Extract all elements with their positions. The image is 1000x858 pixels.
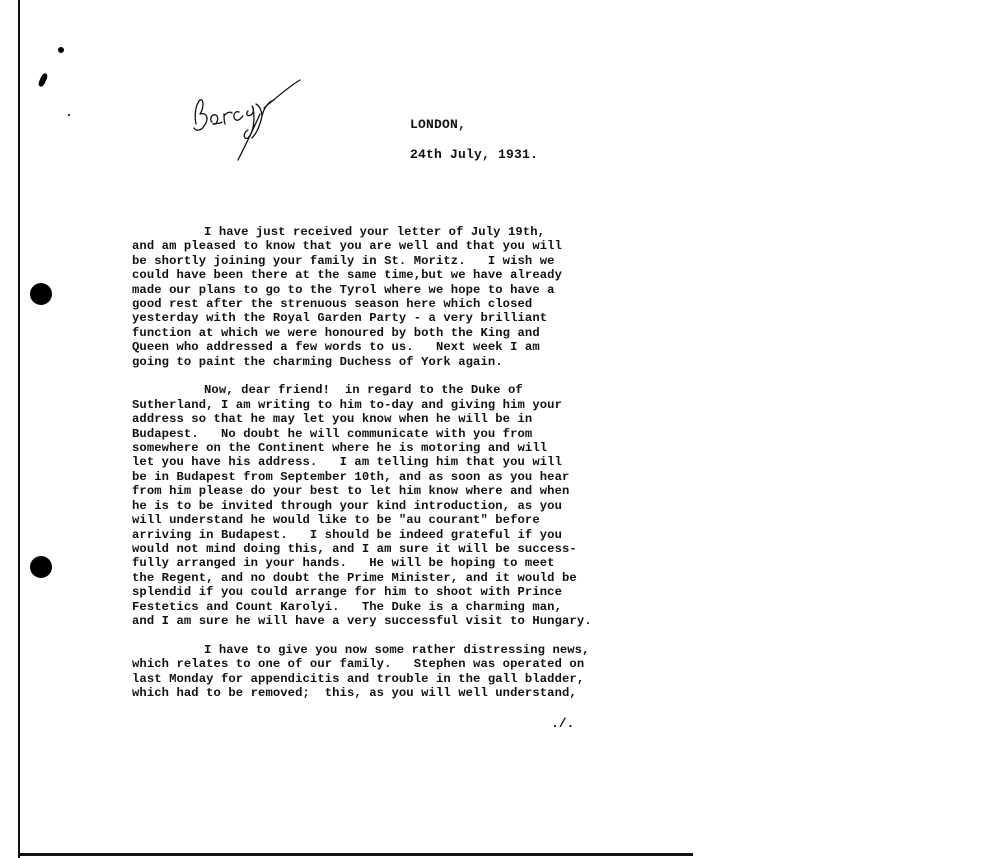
date-heading: 24th July, 1931.	[410, 147, 539, 162]
page-bottom-edge	[18, 853, 693, 856]
text-line: good rest after the strenuous season here which closed	[132, 297, 533, 312]
letter-body	[132, 225, 592, 715]
ink-speck	[68, 114, 70, 116]
punch-hole	[30, 556, 52, 578]
text-line: arriving in Budapest. I should be indeed grateful if you	[132, 527, 562, 542]
paragraph	[132, 225, 592, 369]
text-line: from him please do your best to let him know where and when	[132, 484, 570, 499]
page-left-edge	[18, 0, 20, 858]
punch-hole	[30, 283, 52, 305]
text-line: last Monday for appendicitis and trouble in the gall bladder,	[132, 671, 585, 686]
paragraph	[132, 643, 592, 701]
text-line: I have just received your letter of July 19th,	[204, 225, 546, 239]
paragraph	[132, 383, 592, 628]
text-line: which relates to one of our family. Stephen was operated on	[132, 657, 585, 672]
text-line: could have been there at the same time,but we have already	[132, 268, 562, 283]
text-line: splendid if you could arrange for him to shoot with Prince	[132, 585, 562, 600]
text-line: fully arranged in your hands. He will be hoping to meet	[132, 556, 555, 571]
letter-header	[410, 110, 538, 170]
text-line: be in Budapest from September 10th, and as soon as you hear	[132, 469, 570, 484]
place-heading: LONDON,	[410, 117, 467, 132]
text-line: which had to be removed; this, as you will well understand,	[132, 685, 577, 700]
text-line: Now, dear friend! in regard to the Duke of	[204, 383, 523, 398]
handwritten-signature	[190, 78, 310, 168]
text-line: will understand he would like to be "au courant" before	[132, 513, 540, 528]
text-line: Budapest. No doubt he will communicate with you from	[132, 426, 533, 441]
text-line: Sutherland, I am writing to him to-day and giving him your	[132, 397, 562, 412]
text-line: yesterday with the Royal Garden Party - a very brilliant	[132, 311, 548, 326]
text-line: function at which we were honoured by both the King and	[132, 325, 540, 340]
ink-speck	[37, 72, 48, 87]
text-line: he is to be invited through your kind introduction, as you	[132, 498, 562, 513]
ink-speck	[58, 47, 64, 53]
text-line: somewhere on the Continent where he is motoring and will	[132, 441, 548, 456]
text-line: Queen who addressed a few words to us. Next week I am	[132, 340, 540, 355]
text-line: let you have his address. I am telling him that you will	[132, 455, 562, 470]
text-line: address so that he may let you know when he will be in	[132, 412, 533, 427]
text-line: and am pleased to know that you are well and that you will	[132, 239, 562, 254]
text-line: be shortly joining your family in St. Moritz. I wish we	[132, 253, 555, 268]
text-line: the Regent, and no doubt the Prime Minister, and it would be	[132, 570, 577, 585]
text-line: going to paint the charming Duchess of York again.	[132, 354, 503, 369]
text-line: would not mind doing this, and I am sure it will be success-	[132, 541, 577, 556]
text-line: Festetics and Count Karolyi. The Duke is a charming man,	[132, 599, 562, 614]
text-line: I have to give you now some rather distressing news,	[204, 642, 590, 657]
text-line: made our plans to go to the Tyrol where we hope to have a	[132, 282, 555, 297]
continuation-mark: ./.	[551, 716, 575, 731]
text-line: and I am sure he will have a very successful visit to Hungary.	[132, 613, 592, 628]
